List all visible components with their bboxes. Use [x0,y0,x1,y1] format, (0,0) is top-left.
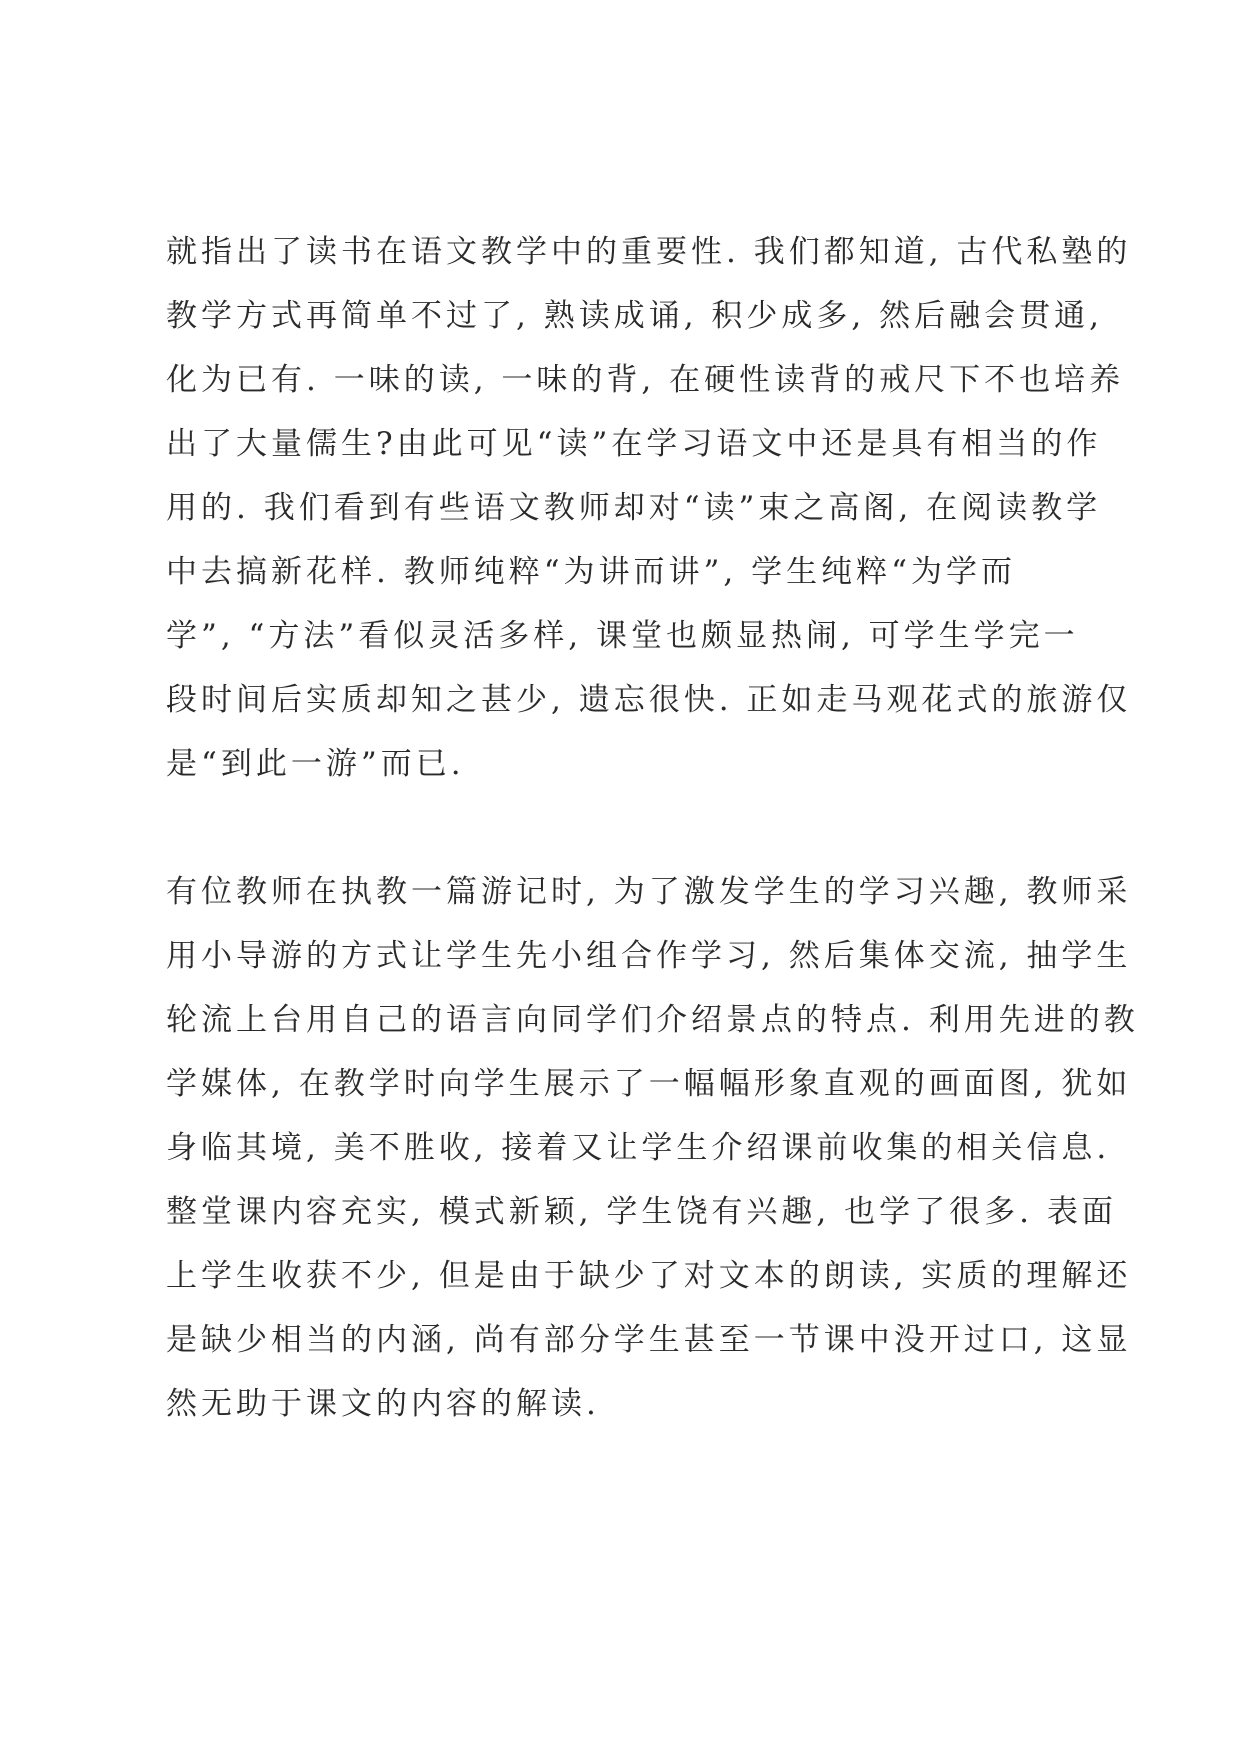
text-line: 然无助于课文的内容的解读. [166,1386,600,1422]
text-line: 是“到此一游”而已. [166,746,465,782]
text-line: 是缺少相当的内涵, 尚有部分学生甚至一节课中没开过口, 这显 [166,1322,1132,1358]
document-body [166,220,1139,1436]
text-line: 段时间后实质却知之甚少, 遗忘很快. 正如走马观花式的旅游仅 [166,682,1132,718]
text-line: 学”, “方法”看似灵活多样, 课堂也颇显热闹, 可学生学完一 [166,618,1079,654]
text-line: 出了大量儒生?由此可见“读”在学习语文中还是具有相当的作 [166,426,1102,462]
text-line: 身临其境, 美不胜收, 接着又让学生介绍课前收集的相关信息. [166,1130,1111,1166]
text-line: 有位教师在执教一篇游记时, 为了激发学生的学习兴趣, 教师采 [166,874,1132,910]
text-line: 用的. 我们看到有些语文教师却对“读”束之高阁, 在阅读教学 [166,490,1102,526]
text-line: 轮流上台用自己的语言向同学们介绍景点的特点. 利用先进的教 [166,1002,1139,1038]
text-line: 就指出了读书在语文教学中的重要性. 我们都知道, 古代私塾的 [166,234,1132,270]
paragraph-2 [166,860,1139,1436]
paragraph-spacer [166,796,1096,860]
text-line: 上学生收获不少, 但是由于缺少了对文本的朗读, 实质的理解还 [166,1258,1132,1294]
paragraph-1 [166,220,1132,796]
text-line: 整堂课内容充实, 模式新颖, 学生饶有兴趣, 也学了很多. 表面 [166,1194,1117,1230]
text-line: 化为已有. 一味的读, 一味的背, 在硬性读背的戒尺下不也培养 [166,362,1125,398]
text-line: 学媒体, 在教学时向学生展示了一幅幅形象直观的画面图, 犹如 [166,1066,1132,1102]
text-line: 中去搞新花样. 教师纯粹“为讲而讲”, 学生纯粹“为学而 [166,554,1016,590]
text-line: 用小导游的方式让学生先小组合作学习, 然后集体交流, 抽学生 [166,938,1132,974]
text-line: 教学方式再简单不过了, 熟读成诵, 积少成多, 然后融会贯通, [166,298,1103,334]
